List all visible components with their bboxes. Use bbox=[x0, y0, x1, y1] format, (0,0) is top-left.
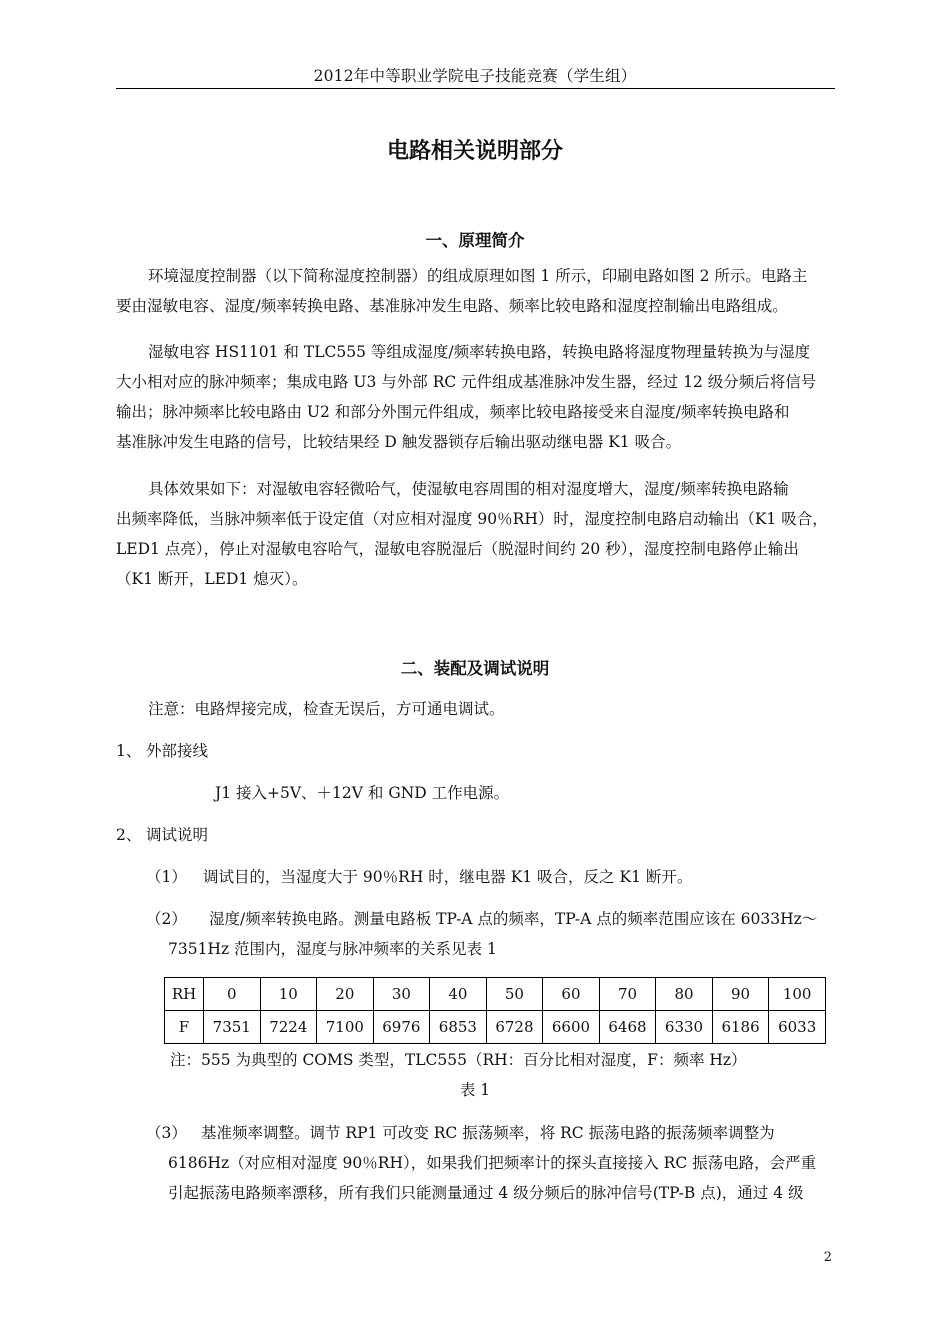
item-number: 2、 bbox=[116, 826, 142, 844]
section-heading-principle: 一、原理简介 bbox=[425, 231, 525, 250]
subitem-text: 6186Hz（对应相对湿度 90％RH），如果我们把频率计的探头直接接入 RC 振荡电路，会严重 bbox=[168, 1154, 817, 1172]
note-text: 注意：电路焊接完成，检查无误后，方可通电调试。 bbox=[148, 700, 505, 718]
table-cell: 20 bbox=[317, 978, 374, 1011]
table-row-rh bbox=[165, 978, 826, 1011]
table-cell: 6728 bbox=[486, 1011, 543, 1044]
document-title: 电路相关说明部分 bbox=[386, 139, 563, 164]
table-cell: 6853 bbox=[430, 1011, 487, 1044]
table-cell: 6976 bbox=[373, 1011, 430, 1044]
subitem-number: （3） bbox=[146, 1124, 187, 1142]
subitem-text: 湿度/频率转换电路。测量电路板 TP-A 点的频率，TP-A 点的频率范围应该在 6033Hz～ bbox=[209, 910, 818, 928]
table-cell: 60 bbox=[543, 978, 600, 1011]
table-cell: 6330 bbox=[656, 1011, 713, 1044]
item-label: 调试说明 bbox=[146, 826, 209, 844]
subitem-number: （2） bbox=[146, 910, 187, 928]
subitem-number: （1） bbox=[146, 868, 187, 886]
subitem-text: 基准频率调整。调节 RP1 可改变 RC 振荡频率，将 RC 振荡电路的振荡频率调整为 bbox=[201, 1124, 775, 1142]
paragraph-line: 出频率降低，当脉冲频率低于设定值（对应相对湿度 90％RH）时，湿度控制电路启动输出（K1 吸合， bbox=[116, 510, 828, 528]
paragraph-line: LED1 点亮），停止对湿敏电容哈气，湿敏电容脱湿后（脱湿时间约 20 秒），湿度控制电路停止输出 bbox=[116, 540, 799, 558]
subitem-text: 调试目的，当湿度大于 90％RH 时，继电器 K1 吸合，反之 K1 断开。 bbox=[203, 868, 693, 886]
paragraph-line: 要由湿敏电容、湿度/频率转换电路、基准脉冲发生电路、频率比较电路和湿度控制输出电路组成。 bbox=[116, 297, 788, 315]
table-cell: 6033 bbox=[769, 1011, 826, 1044]
table-cell: 6186 bbox=[712, 1011, 769, 1044]
subitem-text: 7351Hz 范围内，湿度与脉冲频率的关系见表 1 bbox=[168, 940, 497, 958]
table-cell: 100 bbox=[769, 978, 826, 1011]
table-cell: 10 bbox=[260, 978, 317, 1011]
item-text: J1 接入+5V、＋12V 和 GND 工作电源。 bbox=[215, 784, 510, 802]
table-cell: 40 bbox=[430, 978, 487, 1011]
paragraph-line: 具体效果如下：对湿敏电容轻微哈气，使湿敏电容周围的相对湿度增大，湿度/频率转换电路输 bbox=[148, 480, 789, 498]
table-cell: 70 bbox=[599, 978, 656, 1011]
page-header: 2012年中等职业学院电子技能竞赛（学生组） bbox=[313, 67, 637, 85]
table-cell: 6600 bbox=[543, 1011, 600, 1044]
table-cell: 0 bbox=[204, 978, 261, 1011]
paragraph-line: 大小相对应的脉冲频率；集成电路 U3 与外部 RC 元件组成基准脉冲发生器，经过 12 级分频后将信号 bbox=[116, 373, 817, 391]
table-note: 注：555 为典型的 COMS 类型，TLC555（RH：百分比相对湿度，F：频率 Hz） bbox=[170, 1051, 747, 1069]
page-number: 2 bbox=[823, 1250, 832, 1265]
table-cell: 80 bbox=[656, 978, 713, 1011]
table-cell: 90 bbox=[712, 978, 769, 1011]
paragraph-line: 环境湿度控制器（以下简称湿度控制器）的组成原理如图 1 所示，印刷电路如图 2 所示。电路主 bbox=[148, 267, 808, 285]
paragraph-line: 基准脉冲发生电路的信号，比较结果经 D 触发器锁存后输出驱动继电器 K1 吸合。 bbox=[116, 433, 682, 451]
paragraph-line: 输出；脉冲频率比较电路由 U2 和部分外围元件组成，频率比较电路接受来自湿度/频率转换电路和 bbox=[116, 403, 790, 421]
subitem-text: 引起振荡电路频率漂移，所有我们只能测量通过 4 级分频后的脉冲信号(TP-B 点)，通过 4 级 bbox=[168, 1184, 804, 1202]
table-header-cell: RH bbox=[165, 978, 204, 1011]
paragraph-line: （K1 断开，LED1 熄灭）。 bbox=[116, 570, 308, 588]
table-cell: 30 bbox=[373, 978, 430, 1011]
table-caption: 表 1 bbox=[459, 1081, 491, 1099]
table-cell: 7100 bbox=[317, 1011, 374, 1044]
item-number: 1、 bbox=[116, 742, 142, 760]
item-label: 外部接线 bbox=[146, 742, 209, 760]
table-header-cell: F bbox=[165, 1011, 204, 1044]
section-heading-assembly: 二、装配及调试说明 bbox=[400, 659, 550, 678]
table-cell: 50 bbox=[486, 978, 543, 1011]
humidity-frequency-table bbox=[164, 977, 826, 1044]
table-row-f bbox=[165, 1011, 826, 1044]
table-cell: 7224 bbox=[260, 1011, 317, 1044]
header-rule bbox=[116, 88, 835, 89]
table-cell: 6468 bbox=[599, 1011, 656, 1044]
paragraph-line: 湿敏电容 HS1101 和 TLC555 等组成湿度/频率转换电路，转换电路将湿度物理量转换为与湿度 bbox=[148, 343, 811, 361]
table-cell: 7351 bbox=[204, 1011, 261, 1044]
